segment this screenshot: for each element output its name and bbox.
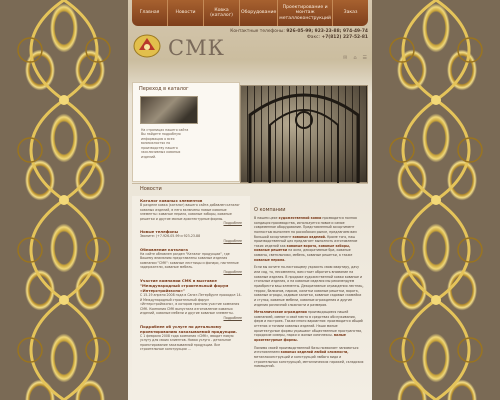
about-paragraph-3 <box>254 310 364 342</box>
about-highlight: малые архитектурные формы. <box>254 333 346 343</box>
about-highlight: Металлические ограждения <box>254 310 307 315</box>
about-text: Помимо своей производственной базы позволяет заниматься изготовлением <box>254 345 359 355</box>
catalog-title[interactable]: Переход в каталог <box>139 86 189 92</box>
fax: +7(812) 227-52-81 <box>321 35 368 41</box>
news-item <box>140 247 242 274</box>
right-ornament-svg <box>372 0 500 400</box>
about-section <box>250 205 368 400</box>
about-highlight: художественной ковки <box>278 216 322 220</box>
page-content <box>128 0 372 400</box>
about-paragraph-4 <box>254 346 364 369</box>
about-text: В нашем цехе <box>254 216 278 220</box>
contacts-label: Контактные телефоны: <box>230 29 285 34</box>
left-ornament <box>0 0 128 400</box>
news-text: С 1 февраля 2008 года компания «СМК», вводит новую услугу для своих клиентов. Новая услуга - детальное проектирование заказываемой продукции. Все строительные конструкции ... <box>140 333 234 352</box>
nav-catalog[interactable]: Ковка (каталог) <box>204 0 240 26</box>
news-text: С 15-19 апреля 2008 года в Санкт-Петербурге проходил 14-й Международный строительный форум «Интерстройэкспо», в котором приняло участие компания СМК. Компания СМК выпустила изготовление кованых изделий, кованые мебели и другие кованые элементы. <box>140 293 242 316</box>
news-item <box>140 324 242 352</box>
mail-icon[interactable]: ✉ <box>343 55 348 61</box>
nav-news[interactable]: Новости <box>168 0 204 26</box>
news-column <box>132 196 250 400</box>
about-highlight: кованых изделий. <box>292 234 327 239</box>
gate-arch-icon <box>240 85 368 183</box>
nav-home[interactable]: Главная <box>132 0 168 26</box>
news-title[interactable]: Подробнее об услуге по детальному проектированию заказываемой продукции. <box>140 323 237 334</box>
about-text: Кроме того, наш производственный цех предлагает выполнить изготовление таких изделий как <box>254 234 358 248</box>
about-paragraph-1 <box>254 216 364 262</box>
logo-text[interactable]: СМК <box>168 36 225 60</box>
news-more-link[interactable]: Подробнее <box>223 315 242 320</box>
news-title[interactable]: Каталог кованых элементов <box>140 198 203 203</box>
about-paragraph-2: Если вы хотите по-настоящему украсить свою квартиру, дачу или сад, то, несомненно, вам стоит обратить внимание на кованые изделия. В продаже художественной ковки кованые и стильные изделия, а на кованые изделия мы рекомендуем приобрести ваш элементы. Декоративные ограждения лестниц, террас, балконов, парков, калитки кованые решетки, ворота, кованые ограды, садовые калитки, кованые садовые скамейки и стулья, кованые мебели, кованые ограждения и другие изделия различной сложности и размеров. <box>254 265 364 307</box>
news-title[interactable]: Обновление каталога <box>140 246 188 252</box>
left-ornament-svg <box>0 0 128 400</box>
about-highlight: кованые перила. <box>254 257 286 262</box>
phones: 926-05-99; 923-23-88; 974-49-74 <box>286 29 368 34</box>
news-text: В разделе ковка (каталог) вашего сайта добавлен каталог кованых изделий, в него включены новые кованые элементы: кованые перила, кованые заборы, кованые решетки и другие малые архитектурные формы. <box>140 203 240 221</box>
news-text: Звоните: (+7-926-05-99 и 923-23-88 <box>140 234 201 239</box>
about-text: металлоконструкций и конструкций любого вида и строительных конструкций, металлических гаражей, складских помещений. <box>254 354 364 369</box>
nav-order[interactable]: Заказ <box>343 10 358 16</box>
nav-design[interactable]: Проектирование и монтаж металлоконструкций <box>278 0 333 26</box>
news-item <box>140 229 242 243</box>
news-title[interactable]: Участие компании СМК в выставке "Международный строительный форум «Интерстройэкспо»" <box>140 277 229 293</box>
news-more-link[interactable]: Подробнее <box>223 269 242 274</box>
about-highlight: кованых изделий любой сложности, <box>280 350 349 355</box>
logo-emblem-icon[interactable] <box>132 33 162 59</box>
home-icon[interactable]: ⌂ <box>353 55 357 61</box>
news-more-link[interactable]: Подробнее <box>223 221 242 226</box>
about-text: производящиеся нашей компанией, имеют и своё место в средствах обслуживания, ферм и построек. Также много вариантов: производится общий оттенок и тонами кованых изделий. Наши малые архитектурные формы украшают общественные пространства, городские скверы, парки и жилые комплексы. <box>254 310 363 338</box>
sitemap-icon[interactable]: ☰ <box>362 55 367 61</box>
contacts <box>230 29 368 42</box>
catalog-text: На страницах нашего сайта Вы найдете подробную информацию о всех возможностях по производству нашего эксклюзивных кованых изделий. <box>141 128 189 159</box>
news-item <box>140 198 242 225</box>
news-item <box>140 278 242 320</box>
news-more-link[interactable]: Подробнее <box>223 238 242 243</box>
main-nav <box>132 0 368 26</box>
about-title: О компании <box>254 207 286 213</box>
catalog-thumbnail[interactable] <box>140 96 198 124</box>
news-title[interactable]: Новые телефоны <box>140 229 179 235</box>
catalog-box <box>132 82 240 182</box>
about-text: на окна, декоративные бра, кованые камины, светильники, мебель, кованые решетки, а также <box>254 248 353 258</box>
news-text: На сайте обновлен раздел "Каталог продукции", где Вашему вниманию представлены кованые изделия компании "СМК": кованые лестницы и фонари, настенные задержатели, кованые мебель. <box>140 251 239 270</box>
news-header: Новости <box>132 183 368 193</box>
about-text: прозводится полная кондиция производства, используется новое и самое современное оборудование. Представленный ассортимент полностью выполнен на российском рынке, предлагаем вам большой ассортимент <box>254 216 357 239</box>
right-ornament <box>372 0 500 400</box>
social-icons <box>343 55 367 61</box>
nav-equipment[interactable]: Оборудование <box>240 0 278 26</box>
fax-label: Факс: <box>306 35 320 41</box>
about-highlight: кованые ворота, кованые заборы, кованые решетки <box>254 243 351 253</box>
